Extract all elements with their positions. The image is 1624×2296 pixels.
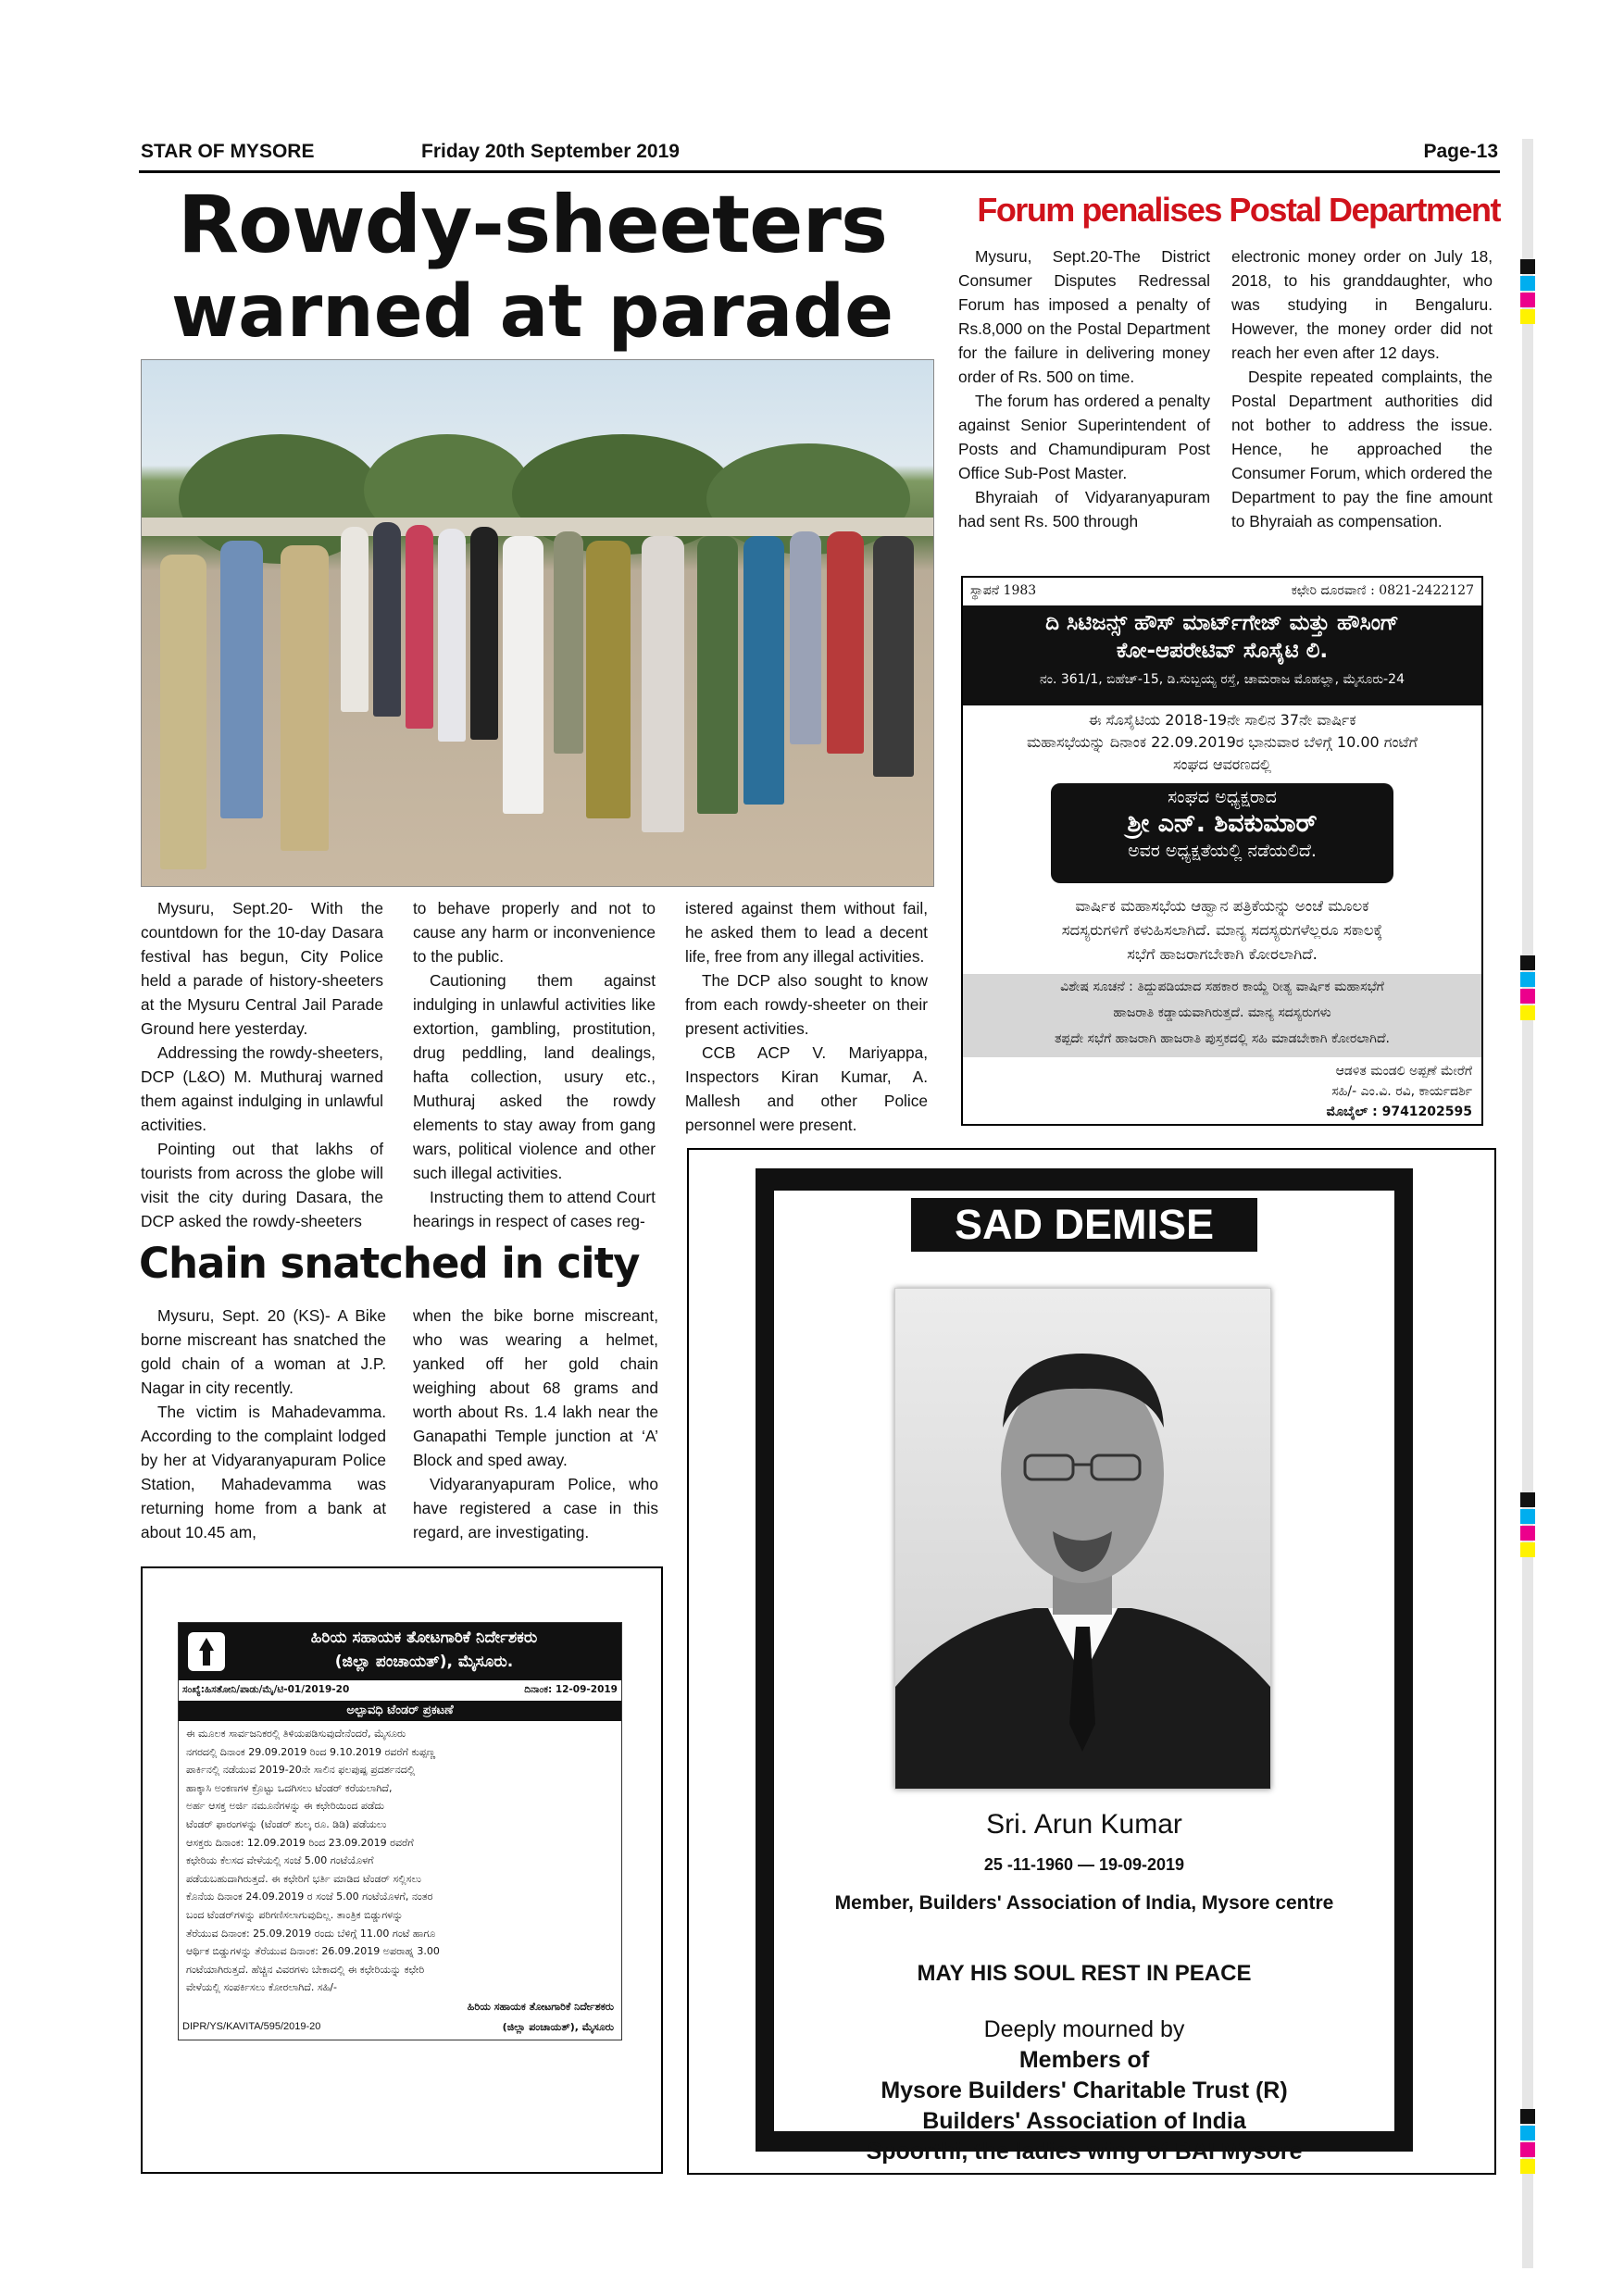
agm-line: ಸಂಘದ ಆವರಣದಲ್ಲಿ bbox=[1172, 755, 1272, 773]
chain-story-col2 bbox=[413, 1304, 658, 1544]
coop-agm-ad bbox=[961, 576, 1483, 1126]
color-bar-cyan bbox=[1520, 2126, 1535, 2140]
color-bar-magenta bbox=[1520, 2142, 1535, 2157]
tender-dipr: DIPR/YS/KAVITA/595/2019-20 bbox=[182, 2021, 321, 2032]
coop-address: ನಂ. 361/1, ಬಿಹೆಚ್-15, ಡಿ.ಸುಬ್ಬಯ್ಯ ರಸ್ತೆ, ಚಾಮರಾಜ ಮೊಹಲ್ಲಾ, ಮೈಸೂರು-24 bbox=[1040, 672, 1405, 687]
chain-headline: Chain snatched in city bbox=[139, 1239, 640, 1288]
paragraph: Pointing out that lakhs of tourists from across the globe will visit the city during Dasara, the DCP asked the rowdy-sheeters bbox=[141, 1140, 383, 1230]
tender-office-line2: (ಜಿಲ್ಲಾ ಪಂಚಾಯತ್), ಮೈಸೂರು. bbox=[334, 1653, 514, 1671]
tender-date: ದಿನಾಂಕ: 12-09-2019 bbox=[524, 1684, 618, 1695]
body-line: ಸಭೆಗೆ ಹಾಜರಾಗಬೇಕಾಗಿ ಕೋರಲಾಗಿದೆ. bbox=[1127, 945, 1318, 963]
color-bar-yellow bbox=[1520, 1005, 1535, 1020]
tender-line: ಕೊನೆಯ ದಿನಾಂಕ 24.09.2019 ರ ಸಂಜೆ 5.00 ಗಂಟೆಯೊಳಗೆ, ನಂತರ bbox=[186, 1890, 433, 1903]
agm-line: ಮಹಾಸಭೆಯನ್ನು ದಿನಾಂಕ 22.09.2019ರ ಭಾನುವಾರ ಬೆಳಿಗ್ಗೆ 10.00 ಗಂಟೆಗೆ bbox=[1027, 733, 1418, 751]
registration-strip bbox=[1522, 139, 1533, 2268]
issue-date: Friday 20th September 2019 bbox=[421, 141, 680, 162]
deceased-name: Sri. Arun Kumar bbox=[986, 1809, 1182, 1840]
tender-line: ಈ ಮೂಲಕ ಸಾರ್ವಜನಿಕರಲ್ಲಿ ತಿಳಿಯಪಡಿಸುವುದೇನೆಂದರೆ, ಮೈಸೂರು bbox=[186, 1728, 406, 1740]
color-bar-cyan bbox=[1520, 276, 1535, 291]
agm-line: ಈ ಸೊಸೈಟಿಯ 2018-19ನೇ ಸಾಲಿನ 37ನೇ ವಾರ್ಷಿಕ bbox=[1088, 711, 1356, 729]
note-line: ಹಾಜರಾತಿ ಕಡ್ಡಾಯವಾಗಿರುತ್ತದೆ. ಮಾನ್ಯ ಸದಸ್ಯರುಗಳು bbox=[1113, 1005, 1331, 1020]
obituary-frame bbox=[687, 1148, 1496, 2175]
main-story-col3 bbox=[685, 896, 928, 1137]
main-headline-line2: warned at parade bbox=[171, 270, 893, 354]
tender-line: ತೆರೆಯುವ ದಿನಾಂಕ: 25.09.2019 ರಂದು ಬೆಳಿಗ್ಗೆ 11.00 ಗಂಟೆ ಹಾಗೂ bbox=[186, 1927, 436, 1940]
coop-phone: ಕಛೇರಿ ದೂರವಾಣಿ : 0821-2422127 bbox=[1291, 583, 1474, 598]
tender-line: ಪಡೆಯಬಹುದಾಗಿರುತ್ತದೆ. ಈ ಕಛೇರಿಗೆ ಭರ್ತಿ ಮಾಡಿದ ಟೆಂಡರ್ ಸಲ್ಲಿಸಲು bbox=[186, 1872, 422, 1885]
tender-line: ವೇಳೆಯಲ್ಲಿ ಸಂಪರ್ಕಿಸಲು ಕೋರಲಾಗಿದೆ. ಸಹಿ/- bbox=[186, 1981, 337, 1994]
rip-line: MAY HIS SOUL REST IN PEACE bbox=[917, 1961, 1252, 1986]
mourned-line: Deeply mourned by bbox=[983, 2016, 1185, 2042]
color-bar-black bbox=[1520, 2109, 1535, 2124]
paragraph: Mysuru, Sept.20- With the countdown for the 10-day Dasara festival has begun, City Police held a parade of history-sheeters at the Mysuru Central Jail Parade Ground here yesterday. bbox=[141, 899, 383, 1038]
president-line: ಅವರ ಅಧ್ಯಕ್ಷತೆಯಲ್ಲಿ ನಡೆಯಲಿದೆ. bbox=[1128, 841, 1317, 861]
forum-headline: Forum penalises Postal Department bbox=[977, 191, 1500, 229]
color-bar-magenta bbox=[1520, 293, 1535, 307]
sign-line: ಮೊಬೈಲ್ : 9741202595 bbox=[1326, 1104, 1472, 1119]
forum-story-col1 bbox=[958, 244, 1210, 533]
tender-line: ಹಾಕ್ಕಾಸಿ ಅಂಕಣಗಳ ಕ್ರೊಟ್ಟು ಒದಗಿಸಲು ಟೆಂಡರ್ ಕರೆಯಲಾಗಿದೆ, bbox=[186, 1781, 393, 1794]
tender-header bbox=[179, 1623, 621, 1680]
tender-line: ಗಂಟೆಯಾಗಿರುತ್ತದೆ. ಹೆಚ್ಚಿನ ವಿವರಗಳು ಬೇಕಾದಲ್ಲಿ ಈ ಕಛೇರಿಯನ್ನು ಕಛೇರಿ bbox=[186, 1963, 425, 1976]
tender-sign: ಹಿರಿಯ ಸಹಾಯಕ ತೋಟಗಾರಿಕೆ ನಿರ್ದೇಶಕರು bbox=[467, 2001, 614, 2013]
paragraph: CCB ACP V. Mariyappa, Inspectors Kiran Kumar, A. Mallesh and other Police personnel were present. bbox=[685, 1043, 928, 1134]
deceased-role: Member, Builders' Association of India, Mysore centre bbox=[834, 1892, 1334, 1914]
tender-ad bbox=[178, 1622, 622, 2040]
color-bar-cyan bbox=[1520, 1509, 1535, 1524]
coop-agm-text bbox=[981, 709, 1463, 776]
color-bar-yellow bbox=[1520, 2159, 1535, 2174]
paragraph: Instructing them to attend Court hearings in respect of cases reg- bbox=[413, 1188, 656, 1230]
mourners bbox=[774, 2015, 1394, 2167]
paragraph: when the bike borne miscreant, who was wearing a helmet, yanked off her gold chain weighing about 68 grams and worth about Rs. 1.4 lakh near the Ganapathi Temple junction at ‘A’ Block and sped away. bbox=[413, 1306, 658, 1469]
masthead bbox=[139, 137, 1500, 173]
paragraph: Mysuru, Sept.20-The District Consumer Disputes Redressal Forum has imposed a penalty of Rs.8,000 on the Postal Department for the failure in delivering money order of Rs. 500 on time. bbox=[958, 247, 1210, 386]
tender-line: ಆಸಕ್ತರು ದಿನಾಂಕ: 12.09.2019 ರಿಂದ 23.09.2019 ರವರೆಗೆ bbox=[186, 1836, 414, 1849]
tender-title: ಅಲ್ಪಾವಧಿ ಟೆಂಡರ್ ಪ್ರಕಟಣೆ bbox=[179, 1701, 621, 1721]
note-line: ವಿಶೇಷ ಸೂಚನೆ : ತಿದ್ದುಪಡಿಯಾದ ಸಹಕಾರ ಕಾಯ್ದೆ ರೀತ್ಯ ವಾರ್ಷಿಕ ಮಹಾಸಭೆಗೆ bbox=[1060, 980, 1384, 994]
mourner-org: Mysore Builders' Charitable Trust (R) bbox=[881, 2078, 1288, 2103]
color-bar-magenta bbox=[1520, 1526, 1535, 1541]
color-bar-black bbox=[1520, 1492, 1535, 1507]
mourned-line: Members of bbox=[1018, 2047, 1150, 2073]
paragraph: Bhyraiah of Vidyaranyapuram had sent Rs. 500 through bbox=[958, 488, 1210, 530]
main-story-col1 bbox=[141, 896, 383, 1233]
president-label: ಸಂಘದ ಅಧ್ಯಕ್ಷರಾದ bbox=[1168, 787, 1277, 807]
paragraph: Mysuru, Sept. 20 (KS)- A Bike borne miscreant has snatched the gold chain of a woman at J.P. Nagar in city recently. bbox=[141, 1306, 386, 1397]
obituary-inner bbox=[774, 1191, 1394, 2165]
note-line: ತಪ್ಪದೇ ಸಭೆಗೆ ಹಾಜರಾಗಿ ಹಾಜರಾತಿ ಪುಸ್ತಕದಲ್ಲಿ ಸಹಿ ಮಾಡಬೇಕಾಗಿ ಕೋರಲಾಗಿದೆ. bbox=[1054, 1031, 1390, 1046]
paragraph: electronic money order on July 18, 2018, to his granddaughter, who was studying in Bengaluru. However, the money order did not reach her even after 12 days. bbox=[1231, 247, 1493, 362]
coop-special-note bbox=[963, 974, 1481, 1057]
chain-story-col1 bbox=[141, 1304, 386, 1544]
tender-body bbox=[186, 1725, 614, 1997]
portrait-photo bbox=[895, 1289, 1270, 1789]
color-bar-cyan bbox=[1520, 972, 1535, 987]
paragraph: Vidyaranyapuram Police, who have registered a case in this regard, are investigating. bbox=[413, 1475, 658, 1541]
coop-name-line2: ಕೋ-ಆಪರೇಟಿವ್ ಸೊಸೈಟಿ ಲಿ. bbox=[1116, 639, 1329, 663]
paragraph: The victim is Mahadevamma. According to the complaint lodged by her at Vidyaranyapuram Police Station, Mahadevamma was returning home from a bank at about 10.45 am, bbox=[141, 1403, 386, 1541]
coop-president-box bbox=[1051, 783, 1393, 883]
paragraph: The forum has ordered a penalty against Senior Superintendent of Posts and Chamundipuram Post Office Sub-Post Master. bbox=[958, 392, 1210, 482]
tender-ref: ಸಂಖ್ಯೆ:ಹಿಸತೋನಿ/ಪಾಡು/ಮೈ/ಟಿ-01/2019-20 bbox=[182, 1684, 350, 1695]
tender-line: ಪಾರ್ಕಿನಲ್ಲಿ ನಡೆಯುವ 2019-20ನೇ ಸಾಲಿನ ಫಲಪುಷ್ಪ ಪ್ರದರ್ಶನದಲ್ಲಿ bbox=[186, 1764, 416, 1777]
coop-est: ಸ್ಥಾಪನೆ 1983 bbox=[970, 583, 1037, 598]
paragraph: Addressing the rowdy-sheeters, DCP (L&O) M. Muthuraj warned them against indulging in unlawful activities. bbox=[141, 1043, 383, 1134]
coop-body bbox=[972, 894, 1472, 967]
color-bar-yellow bbox=[1520, 1542, 1535, 1557]
sign-line: ಸಹಿ/- ಎಂ.ವಿ. ರವಿ, ಕಾರ್ಯದರ್ಶಿ bbox=[1331, 1084, 1472, 1099]
paragraph: Cautioning them against indulging in unlawful activities like extortion, gambling, prostitution, drug peddling, land dealings, hafta collection, usury etc., Muthuraj asked the rowdy elements to stay away from gang wars, political violence and other such illegal activities. bbox=[413, 971, 656, 1182]
body-line: ವಾರ್ಷಿಕ ಮಹಾಸಭೆಯ ಆಹ್ವಾನ ಪತ್ರಿಕೆಯನ್ನು ಅಂಚೆ ಮೂಲಕ bbox=[1075, 897, 1369, 915]
life-dates: 25 -11-1960 — 19-09-2019 bbox=[983, 1855, 1185, 1874]
color-bar-magenta bbox=[1520, 989, 1535, 1004]
tender-line: ಟೆಂಡರ್ ಫಾರಂಗಳನ್ನು (ಟೆಂಡರ್ ಶುಲ್ಕ ರೂ. ಡಿಡಿ) ಪಡೆಯಲು bbox=[186, 1817, 387, 1830]
coop-name-line1: ದಿ ಸಿಟಿಜನ್ಸ್ ಹೌಸ್ ಮಾರ್ಟ್‌ಗೇಜ್ ಮತ್ತು ಹೌಸಿಂಗ್ bbox=[1045, 611, 1399, 635]
parade-photo bbox=[141, 359, 934, 887]
portrait-frame bbox=[894, 1288, 1271, 1790]
coop-name-banner bbox=[963, 605, 1481, 705]
main-story-col2 bbox=[413, 896, 656, 1233]
body-line: ಸದಸ್ಯರುಗಳಿಗೆ ಕಳುಹಿಸಲಾಗಿದೆ. ಮಾನ್ಯ ಸದಸ್ಯರುಗಳೆಲ್ಲರೂ ಸಕಾಲಕ್ಕೆ bbox=[1061, 921, 1383, 939]
paragraph: to behave properly and not to cause any harm or inconvenience to the public. bbox=[413, 899, 656, 966]
obituary-ad bbox=[756, 1168, 1413, 2165]
sad-demise-title: SAD DEMISE bbox=[911, 1198, 1257, 1252]
sign-line: ಆಡಳಿತ ಮಂಡಲಿ ಅಪ್ಪಣೆ ಮೇರೆಗೆ bbox=[1335, 1064, 1472, 1079]
main-headline-line1: Rowdy-sheeters bbox=[177, 179, 888, 271]
tender-ad-frame bbox=[141, 1566, 663, 2174]
paragraph: The DCP also sought to know from each rowdy-sheeter on their present activities. bbox=[685, 971, 928, 1038]
paragraph: Despite repeated complaints, the Postal Department authorities did not bother to address the issue. Hence, he approached the Consumer Forum, which ordered the Department to pay the fine amount to Bhyraiah as compensation. bbox=[1231, 368, 1493, 530]
color-bar-black bbox=[1520, 259, 1535, 274]
color-bar-yellow bbox=[1520, 309, 1535, 324]
tender-office-line1: ಹಿರಿಯ ಸಹಾಯಕ ತೋಟಗಾರಿಕೆ ನಿರ್ದೇಶಕರು bbox=[310, 1628, 538, 1647]
tender-sign-line2: (ಜಿಲ್ಲಾ ಪಂಚಾಯತ್), ಮೈಸೂರು bbox=[502, 2021, 614, 2033]
mourner-org: Builders' Association of India bbox=[922, 2108, 1246, 2134]
tender-line: ಅರ್ಹ ಆಸಕ್ತ ಅರ್ಜಿ ನಮೂನೆಗಳನ್ನು ಈ ಕಛೇರಿಯಿಂದ ಪಡೆದು bbox=[186, 1800, 385, 1813]
page-number: Page-13 bbox=[1423, 141, 1498, 162]
mourner-org: Spoorthi, the ladies wing of BAI Mysore bbox=[866, 2139, 1303, 2165]
president-name: ಶ್ರೀ ಎನ್. ಶಿವಕುಮಾರ್ bbox=[1127, 809, 1318, 838]
tender-line: ಕಛೇರಿಯ ಕೆಲಸದ ವೇಳೆಯಲ್ಲಿ ಸಂಜೆ 5.00 ಗಂಟೆಯೊಳಗೆ bbox=[186, 1854, 374, 1867]
karnataka-emblem-icon bbox=[186, 1630, 227, 1673]
color-bar-black bbox=[1520, 955, 1535, 970]
tender-line: ಬಂದ ಟೆಂಡರ್‌ಗಳನ್ನು ಪರಿಗಣಿಸಲಾಗುವುದಿಲ್ಲ. ತಾಂತ್ರಿಕ ಬಿಡ್ಡುಗಳನ್ನು bbox=[186, 1908, 404, 1921]
paper-name: STAR OF MYSORE bbox=[141, 141, 315, 162]
coop-signature bbox=[1327, 1061, 1472, 1122]
paragraph: istered against them without fail, he asked them to lead a decent life, free from any illegal activities. bbox=[685, 899, 928, 966]
tender-line: ಆರ್ಥಿಕ ಬಿಡ್ಡುಗಳನ್ನು ತೆರೆಯುವ ದಿನಾಂಕ: 26.09.2019 ಅಪರಾಹ್ನ 3.00 bbox=[186, 1945, 440, 1958]
forum-story-col2 bbox=[1231, 244, 1493, 533]
tender-line: ನಗರದಲ್ಲಿ ದಿನಾಂಕ 29.09.2019 ರಿಂದ 9.10.2019 ರವರೆಗೆ ಕುಪ್ಪಣ್ಣ bbox=[186, 1745, 436, 1758]
